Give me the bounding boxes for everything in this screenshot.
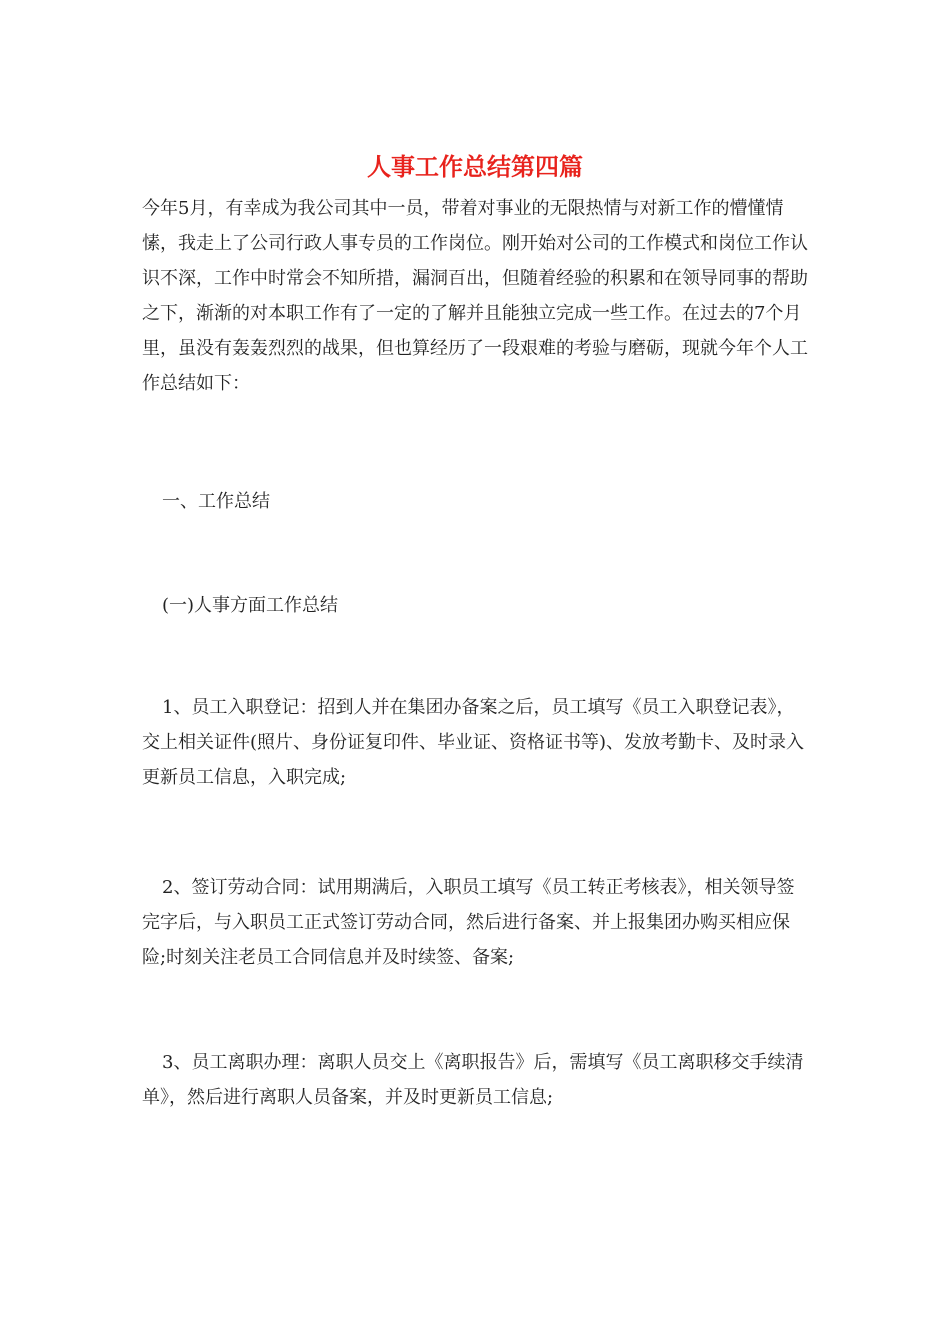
document-title: 人事工作总结第四篇	[367, 153, 583, 181]
subsection-heading: (一)人事方面工作总结	[162, 595, 339, 616]
list-item-entry-registration: 1、员工入职登记：招到人并在集团办备案之后，员工填写《员工入职登记表》，交上相关证件(照片、身份证复印件、毕业证、资格证书等)、发放考勤卡、及时录入更新员工信息，入职完成;	[142, 697, 805, 788]
list-item-resignation: 3、员工离职办理：离职人员交上《离职报告》后，需填写《员工离职移交手续清单》，然后进行离职人员备案，并及时更新员工信息;	[142, 1052, 804, 1108]
section-heading: 一、工作总结	[162, 491, 270, 512]
intro-paragraph: 今年5月，有幸成为我公司其中一员，带着对事业的无限热情与对新工作的懵懂情愫，我走上了公司行政人事专员的工作岗位。刚开始对公司的工作模式和岗位工作认识不深，工作中时常会不知所措，漏洞百出，但随着经验的积累和在领导同事的帮助之下，渐渐的对本职工作有了一定的了解并且能独立完成一些工作。在过去的7个月里，虽没有轰轰烈烈的战果，但也算经历了一段艰难的考验与磨砺，现就今年个人工作总结如下：	[142, 198, 808, 394]
list-item-labor-contract: 2、签订劳动合同：试用期满后，入职员工填写《员工转正考核表》，相关领导签完字后，与入职员工正式签订劳动合同，然后进行备案、并上报集团办购买相应保险;时刻关注老员工合同信息并及时续签、备案;	[142, 877, 795, 968]
